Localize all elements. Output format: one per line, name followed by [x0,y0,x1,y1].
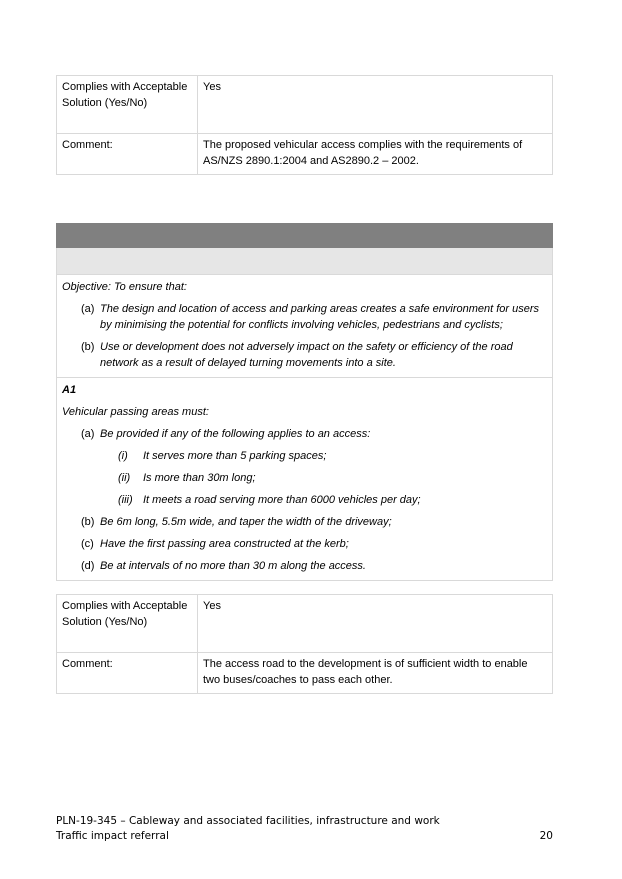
list-marker: (a) [81,428,95,440]
comment-label: Comment: [57,653,198,694]
list-item [62,339,547,371]
list-marker: (b) [81,341,95,353]
a1-intro: Vehicular passing areas must: [62,406,209,418]
list-marker: (iii) [118,494,133,506]
list-text: Be provided if any of the following applies to an access: [100,428,371,440]
acceptable-solution-cell [56,378,553,581]
list-marker: (a) [81,303,95,315]
standard-section [56,223,553,581]
sub-list-item [62,448,547,464]
footer-line-1: PLN-19-345 – Cableway and associated facilities, infrastructure and work [56,815,440,827]
compliance-table-2 [56,594,553,694]
table-row [57,595,553,653]
page-footer [56,814,553,844]
sub-list-item [62,492,547,508]
list-text: It serves more than 5 parking spaces; [143,450,327,462]
comment-label: Comment: [57,134,198,175]
list-text: It meets a road serving more than 6000 vehicles per day; [143,494,421,506]
objective-cell [56,274,553,378]
section-header-bar [56,223,553,248]
footer-line-2: Traffic impact referral [56,830,169,842]
objective-title: Objective: To ensure that: [62,281,187,293]
table-row [57,76,553,134]
list-marker: (ii) [118,472,131,484]
section-subheader-bar [56,248,553,274]
list-item [62,514,547,530]
compliance-table-1 [56,75,553,175]
list-text: Is more than 30m long; [143,472,256,484]
list-text: Be 6m long, 5.5m wide, and taper the width of the driveway; [100,516,392,528]
list-text: Use or development does not adversely impact on the safety or efficiency of the road network as a result of delayed turning movements into a site. [100,341,513,369]
list-marker: (c) [81,538,94,550]
list-marker: (d) [81,560,95,572]
list-item [62,536,547,552]
table-row [57,653,553,694]
list-item [62,558,547,574]
list-item [62,426,547,442]
page-number: 20 [539,830,553,842]
complies-value: Yes [198,76,553,134]
complies-value: Yes [198,595,553,653]
table-row [57,134,553,175]
comment-value: The access road to the development is of sufficient width to enable two buses/coaches to pass each other. [198,653,553,694]
a1-heading: A1 [62,384,77,396]
list-text: The design and location of access and parking areas creates a safe environment for users by minimising the potential for conflicts involving vehicles, pedestrians and cyclists; [100,303,540,331]
list-marker: (b) [81,516,95,528]
complies-label: Complies with Acceptable Solution (Yes/No) [57,76,198,134]
list-text: Be at intervals of no more than 30 m along the access. [100,560,366,572]
list-text: Have the first passing area constructed at the kerb; [100,538,349,550]
complies-label: Complies with Acceptable Solution (Yes/No) [57,595,198,653]
list-marker: (i) [118,450,128,462]
comment-value: The proposed vehicular access complies with the requirements of AS/NZS 2890.1:2004 and AS2890.2 – 2002. [198,134,553,175]
list-item [62,301,547,333]
sub-list-item [62,470,547,486]
